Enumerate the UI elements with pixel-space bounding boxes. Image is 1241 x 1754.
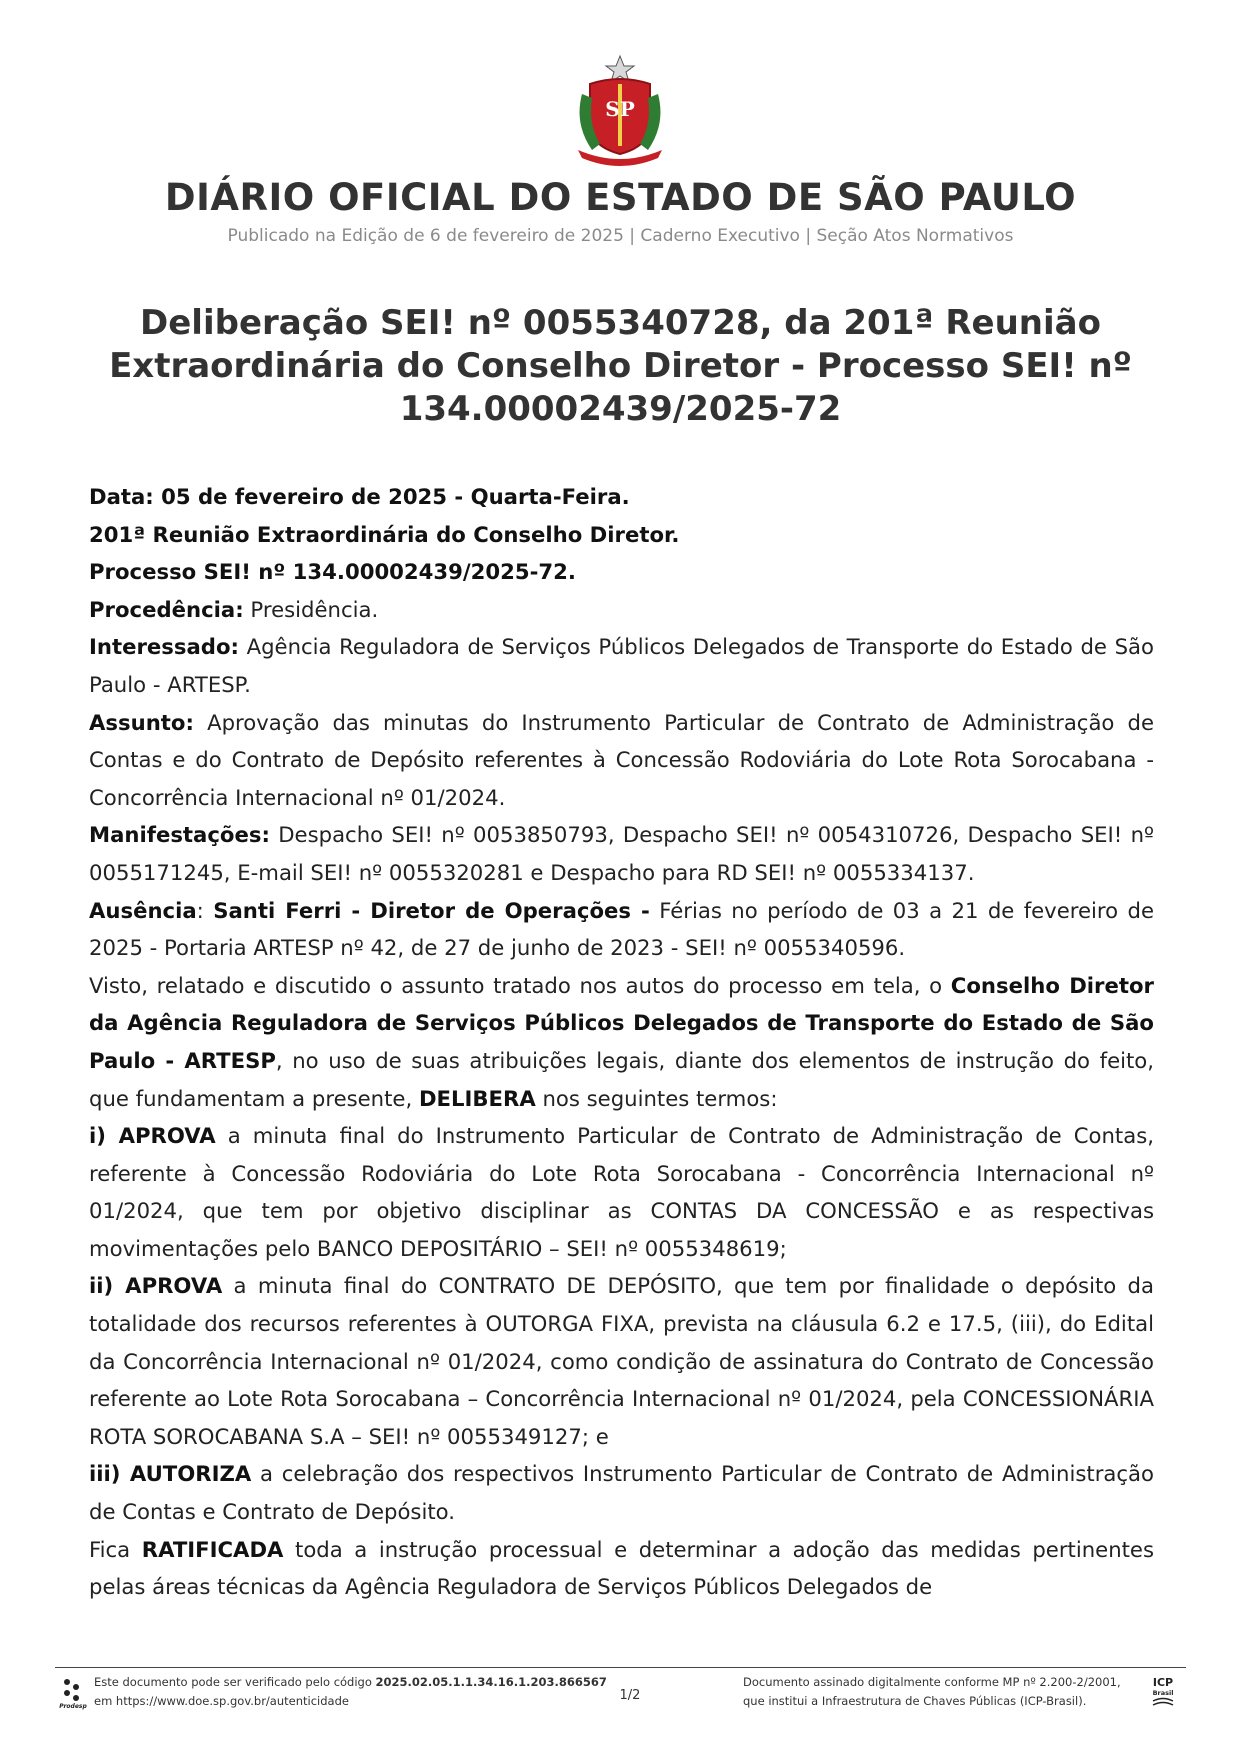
interessado-line (89, 628, 1154, 703)
prodesp-logo-icon (58, 1676, 88, 1710)
verification-line-2: em https://www.doe.sp.gov.br/autenticidade (94, 1694, 349, 1708)
assunto-label: Assunto: (89, 709, 194, 735)
signature-line-1: Documento assinado digitalmente conforme MP nº 2.200-2/2001, (743, 1675, 1121, 1689)
assunto-line (89, 704, 1154, 817)
svg-text:Prodesp: Prodesp (59, 1703, 87, 1710)
process-text: Processo SEI! nº 134.00002439/2025-72. (89, 559, 576, 585)
visto-paragraph (89, 967, 1154, 1117)
page-number: 1/2 (619, 1688, 641, 1703)
footer-divider (55, 1667, 1186, 1668)
masthead-subtitle: Publicado na Edição de 6 de fevereiro de 2025 | Caderno Executivo | Seção Atos Normativos (227, 226, 1014, 246)
signature-note (743, 1673, 1143, 1711)
document-body (89, 478, 1154, 1606)
visto-text-2: , no uso de suas atribuições legais, diante dos elementos de instrução do feito, que fundamentam a presente, (89, 1047, 1154, 1111)
ausencia-line (89, 892, 1154, 967)
item-3-label: iii) AUTORIZA (89, 1461, 252, 1487)
item-1-value: a minuta final do Instrumento Particular de Contrato de Administração de Contas, referente à Concessão Rodoviária do Lote Rota Sorocabana - Concorrência Internacional nº 01/2024, que tem por objetivo disciplinar as CONTAS DA CONCESSÃO e as respectivas movimentações pelo BANCO DEPOSITÁRIO – SEI! nº 0055348619; (89, 1123, 1154, 1261)
item-1 (89, 1117, 1154, 1267)
svg-text:Brasil: Brasil (1152, 1689, 1174, 1697)
sao-paulo-coat-of-arms (572, 54, 668, 166)
item-3 (89, 1455, 1154, 1530)
ausencia-colon: : (196, 897, 214, 923)
item-2-value: a minuta final do CONTRATO DE DEPÓSITO, que tem por finalidade o depósito da totalidade dos recursos referentes à OUTORGA FIXA, prevista na cláusula 6.2 e 17.5, (iii), do Edital da Concorrência Internacional nº 01/2024, como condição de assinatura do Contrato de Concessão referente ao Lote Rota Sorocabana – Concorrência Internacional nº 01/2024, pela CONCESSIONÁRIA ROTA SOROCABANA S.A – SEI! nº 0055349127; e (89, 1273, 1154, 1449)
process-line (89, 553, 1154, 591)
verification-note (94, 1673, 654, 1711)
icp-brasil-logo-icon (1148, 1674, 1178, 1708)
item-2 (89, 1267, 1154, 1455)
manifestacoes-value: Despacho SEI! nº 0053850793, Despacho SEI! nº 0054310726, Despacho SEI! nº 0055171245, E-mail SEI! nº 0055320281 e Despacho para RD SEI! nº 0055334137. (89, 822, 1154, 885)
ausencia-name: Santi Ferri - Diretor de Operações - (213, 897, 650, 923)
fica-paragraph (89, 1531, 1154, 1606)
ausencia-label: Ausência (89, 897, 197, 923)
manifestacoes-label: Manifestações: (89, 822, 270, 848)
date-line (89, 478, 1154, 516)
fica-text-2: toda a instrução processual e determinar a adoção das medidas pertinentes pelas áreas técnicas da Agência Reguladora de Serviços Públicos Delegados de (89, 1536, 1154, 1600)
document-title: Deliberação SEI! nº 0055340728, da 201ª Reunião Extraordinária do Conselho Diretor - Processo SEI! nº 134.00002439/2025-72 (109, 303, 1132, 429)
ausencia-value: Férias no período de 03 a 21 de fevereiro de 2025 - Portaria ARTESP nº 42, de 27 de junho de 2023 - SEI! nº 0055340596. (89, 897, 1155, 961)
procedencia-value: Presidência. (243, 596, 379, 622)
item-3-value: a celebração dos respectivos Instrumento Particular de Contrato de Administração de Contas e Contrato de Depósito. (89, 1461, 1154, 1525)
svg-text:SP: SP (605, 97, 635, 121)
masthead-title: DIÁRIO OFICIAL DO ESTADO DE SÃO PAULO (164, 176, 1077, 219)
date-text: Data: 05 de fevereiro de 2025 - Quarta-Feira. (89, 484, 630, 509)
interessado-label: Interessado: (89, 634, 239, 660)
meeting-line (89, 516, 1154, 554)
visto-text-1: Visto, relatado e discutido o assunto tratado nos autos do processo em tela, o (89, 972, 951, 998)
verification-line-1 (94, 1673, 654, 1692)
assunto-value: Aprovação das minutas do Instrumento Particular de Contrato de Administração de Contas e do Contrato de Depósito referentes à Concessão Rodoviária do Lote Rota Sorocabana - Concorrência Internacional nº 01/2024. (89, 709, 1154, 810)
fica-bold: RATIFICADA (141, 1536, 284, 1562)
procedencia-line (89, 591, 1154, 629)
svg-text:ICP: ICP (1152, 1676, 1174, 1689)
item-2-label: ii) APROVA (89, 1273, 223, 1299)
verification-text: Este documento pode ser verificado pelo código (94, 1675, 376, 1689)
verification-code: 2025.02.05.1.1.34.16.1.203.866567 (375, 1675, 607, 1689)
manifestacoes-line (89, 816, 1154, 891)
visto-bold: Conselho Diretor da Agência Reguladora de Serviços Públicos Delegados de Transporte do Estado de São Paulo - ARTESP (89, 972, 1154, 1073)
procedencia-label: Procedência: (89, 596, 244, 622)
signature-line-2: que institui a Infraestrutura de Chaves Públicas (ICP-Brasil). (743, 1694, 1087, 1708)
fica-text-1: Fica (89, 1536, 142, 1562)
visto-text-3: nos seguintes termos: (535, 1085, 778, 1111)
interessado-value: Agência Reguladora de Serviços Públicos Delegados de Transporte do Estado de São Paulo - ARTESP. (89, 634, 1154, 697)
visto-delibera: DELIBERA (418, 1085, 536, 1111)
item-1-label: i) APROVA (89, 1123, 216, 1149)
meeting-text: 201ª Reunião Extraordinária do Conselho Diretor. (89, 521, 680, 547)
